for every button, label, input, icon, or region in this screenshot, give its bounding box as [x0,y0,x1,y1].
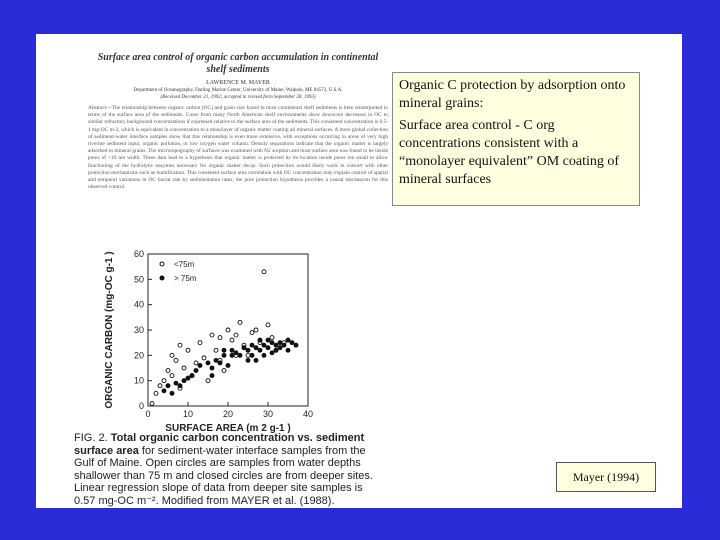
data-point-deep [178,384,182,388]
data-point-shallow [182,366,186,370]
data-point-deep [246,348,250,352]
data-point-deep [274,343,278,347]
legend-label-deep: > 75m [174,274,197,283]
data-point-deep [254,358,258,362]
data-point-shallow [266,323,270,327]
data-point-deep [166,384,170,388]
data-point-shallow [246,353,250,357]
data-point-shallow [210,333,214,337]
x-tick-label: 20 [222,409,234,419]
paper-title: Surface area control of organic carbon accumulation in continental shelf sediments [97,52,379,75]
data-point-deep [194,369,198,373]
figure-caption [74,432,380,507]
data-point-shallow [230,338,234,342]
callout-box [392,72,640,206]
data-point-deep [226,363,230,367]
y-tick-label: 20 [133,350,144,361]
data-point-deep [266,346,270,350]
data-point-deep [214,358,218,362]
legend-marker-open [160,262,164,266]
legend-label-shallow: <75m [174,260,195,269]
data-point-deep [246,358,250,362]
data-point-deep [258,348,262,352]
data-point-deep [270,341,274,345]
data-point-shallow [214,348,218,352]
y-tick-label: 30 [133,325,144,335]
data-point-shallow [270,336,274,340]
callout-line-1: Organic C protection by adsorption onto mineral grains: [399,78,626,111]
paper-received: (Received December 21, 1992; accepted in revised form September 28, 1993) [160,95,316,100]
data-point-deep [294,343,298,347]
data-point-deep [250,353,254,357]
data-point-deep [238,353,242,357]
paper-author: LAWRENCE M. MAYER [206,80,270,86]
data-point-shallow [206,379,210,383]
caption-bold-text: Total organic carbon concentration vs. sediment surface area [74,432,365,457]
data-point-deep [234,351,238,355]
data-point-deep [182,379,186,383]
data-point-deep [250,343,254,347]
data-point-shallow [186,348,190,352]
paper-excerpt [88,52,388,238]
y-tick-label: 40 [133,299,144,310]
caption-fig-label: FIG. 2. [74,432,108,444]
data-point-deep [270,351,274,355]
data-point-deep [186,376,190,380]
data-point-deep [162,389,166,393]
data-point-deep [170,391,174,395]
data-point-shallow [174,358,178,362]
data-point-deep [206,361,210,365]
data-point-deep [230,348,234,352]
data-point-shallow [154,391,158,395]
y-tick-label: 50 [133,274,144,285]
data-point-deep [242,346,246,350]
paper-affiliation: Department of Oceanography, Darling Marine Center, University of Maine, Walpole, ME 04573, U.S.A. [133,88,343,93]
data-point-deep [258,338,262,342]
data-point-shallow [170,353,174,357]
data-point-shallow [150,401,154,405]
data-point-deep [230,353,234,357]
data-point-deep [278,341,282,345]
scatter-chart [100,224,340,434]
data-point-deep [262,353,266,357]
data-point-deep [290,341,294,345]
data-point-deep [174,381,178,385]
data-point-shallow [218,336,222,340]
y-tick-label: 10 [133,375,144,386]
data-point-deep [286,348,290,352]
data-point-deep [262,343,266,347]
data-point-deep [222,353,226,357]
data-point-shallow [198,341,202,345]
data-point-deep [274,348,278,352]
x-tick-label: 30 [262,409,274,419]
x-tick-label: 40 [302,409,314,419]
legend-marker-filled [160,276,164,280]
y-axis-label: ORGANIC CARBON (mg-OC g-1 ) [104,251,115,409]
data-point-deep [254,346,258,350]
data-point-deep [198,363,202,367]
x-axis-label: SURFACE AREA (m 2 g-1 ) [165,423,291,434]
data-point-deep [210,374,214,378]
data-point-shallow [170,374,174,378]
data-point-shallow [166,369,170,373]
x-tick-label: 0 [145,409,151,419]
data-point-shallow [238,320,242,324]
callout-line-2: Surface area control - C org concentrations consistent with a “monolayer equivalent” OM coating of mineral surfaces [399,118,620,187]
data-point-deep [218,361,222,365]
data-point-shallow [178,343,182,347]
data-point-shallow [162,379,166,383]
data-point-shallow [158,384,162,388]
data-point-shallow [234,333,238,337]
data-point-deep [286,338,290,342]
data-point-shallow [226,328,230,332]
data-point-shallow [222,369,226,373]
data-point-shallow [250,331,254,335]
x-tick-label: 10 [182,409,194,419]
caption-text: for sediment-water interface samples from the Gulf of Maine. Open circles are samples from water depths shallower than 75 m and closed circles are from deeper sites. Linear regression slope of data from deeper site samples is 0.57 mg-OC m⁻². Modified from MAYER et al. (1988). [74,444,373,507]
citation-box: Mayer (1994) [556,462,656,492]
y-tick-label: 0 [138,401,144,411]
y-tick-label: 60 [133,249,144,259]
scatter-figure [100,224,340,434]
data-point-deep [278,346,282,350]
data-point-deep [222,348,226,352]
data-point-deep [282,343,286,347]
data-point-shallow [254,328,258,332]
data-point-deep [266,338,270,342]
data-point-shallow [202,356,206,360]
paper-abstract: Abstract—The relationship between organic carbon (OC) and grain size found in most continental shelf sediments is here reinterpreted in terms of the surface area of the sediments. Cores from many North American shelf environments show downcore decreases in OC to similar refractory background concentrations if expressed relative to the surface area of the sediments. This consistent concentration is 0.5-1 mg-OC m-2, which is equivalent in concentration to a monolayer of organic matter coating all mineral surfaces. A more global collection of sediment-water interface samples show that this relationship is even more extensive, with exceptions occurring in areas of very high riverine sediment input, organic pollution, or low oxygen water column. Density separations indicate that the organic matter is largely adsorbed to mineral grains. The microtopography of surfaces was examined with N2 sorption and most surface area was found to be inside pores of <10 nm width. These data lead to a hypothesis that organic matter is protected by its location inside pores too small to allow functioning of the hydrolytic enzymes necessary for organic matter decay. Such protection would likely work in concert with other protection mechanisms such as humification. This consistent surface area correlation with OC concentration may explain control of spatial and temporal variations in OC burial rate by sedimentation rates; the pore protection hypothesis provides a causal mechanism for this observed control. [88,105,388,191]
data-point-shallow [194,361,198,365]
slide-page [36,34,682,508]
data-point-deep [210,366,214,370]
data-point-deep [190,374,194,378]
data-point-shallow [262,270,266,274]
